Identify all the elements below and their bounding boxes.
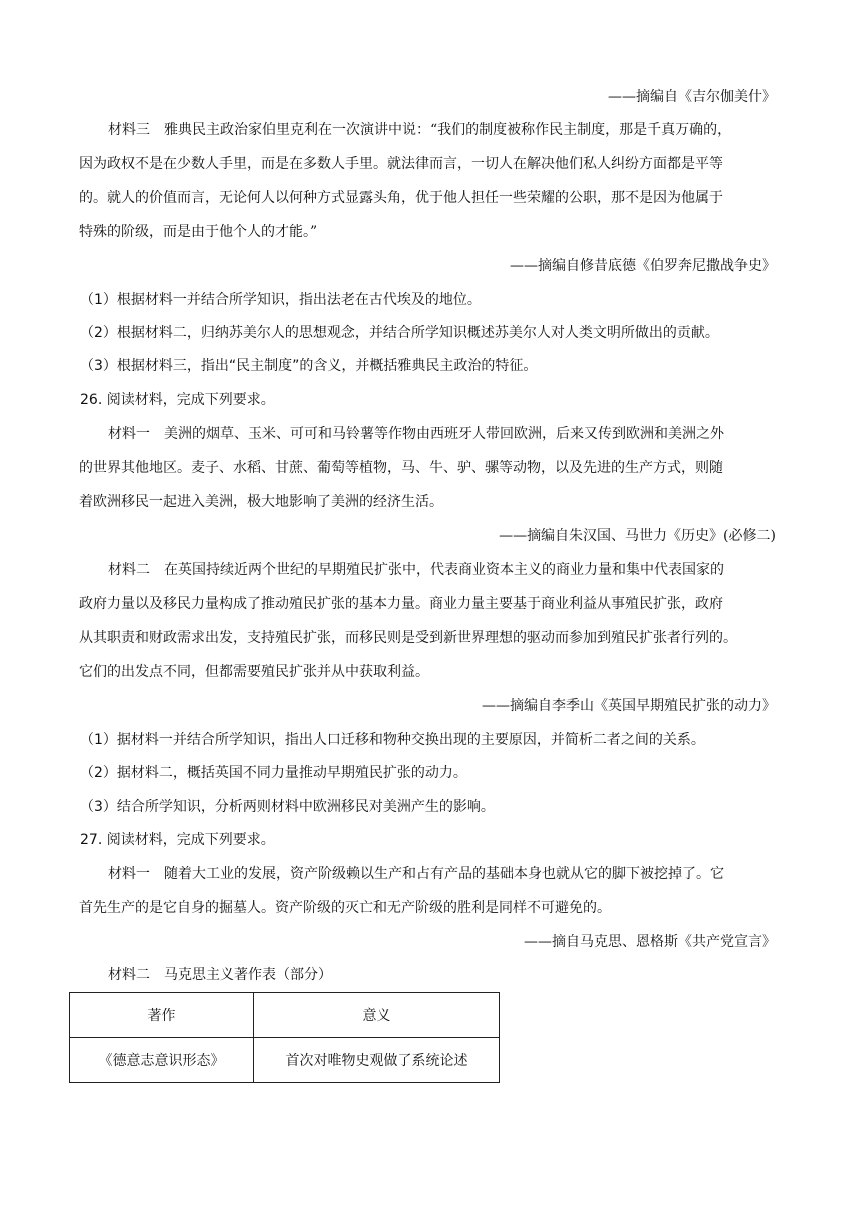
- material-2-text: 它们的出发点不同，但都需要殖民扩张并从中获取利益。: [79, 664, 429, 680]
- table-header-row: [70, 993, 500, 1038]
- question-title: 26. 阅读材料，完成下列要求。: [80, 392, 275, 408]
- material-1-text: 的世界其他地区。麦子、水稻、甘蔗、葡萄等植物，马、牛、驴、骡等动物，以及先进的生产方式，则随: [79, 460, 723, 476]
- question-item: （2）根据材料二，归纳苏美尔人的思想观念，并结合所学知识概述苏美尔人对人类文明所做出的贡献。: [80, 325, 719, 341]
- table-cell: 首次对唯物史观做了系统论述: [254, 1038, 500, 1083]
- works-table: [69, 992, 500, 1083]
- material-2-text: 材料二 在英国持续近两个世纪的早期殖民扩张中，代表商业资本主义的商业力量和集中代表国家的: [108, 562, 724, 578]
- question-title: 27. 阅读材料，完成下列要求。: [80, 832, 275, 848]
- table-row: [70, 1038, 500, 1083]
- source-line: ——摘编自李季山《英国早期殖民扩张的动力》: [482, 698, 776, 714]
- question-item: （3）根据材料三，指出“民主制度”的含义，并概括雅典民主政治的特征。: [80, 358, 538, 374]
- material-1-text: 材料一 美洲的烟草、玉米、可可和马铃薯等作物由西班牙人带回欧洲，后来又传到欧洲和美洲之外: [108, 426, 724, 442]
- material-3-text: 材料三 雅典民主政治家伯里克利在一次演讲中说：“我们的制度被称作民主制度，那是千真万确的，: [108, 122, 732, 138]
- question-item: （2）据材料二，概括英国不同力量推动早期殖民扩张的动力。: [80, 765, 467, 781]
- source-line: ——摘自马克思、恩格斯《共产党宣言》: [524, 934, 776, 950]
- question-item: （3）结合所学知识，分析两则材料中欧洲移民对美洲产生的影响。: [80, 799, 495, 815]
- table-header-cell: 著作: [70, 993, 254, 1038]
- material-2-text: 政府力量以及移民力量构成了推动殖民扩张的基本力量。商业力量主要基于商业利益从事殖民扩张，政府: [79, 596, 723, 612]
- table-cell: 《德意志意识形态》: [70, 1038, 254, 1083]
- question-item: （1）根据材料一并结合所学知识，指出法老在古代埃及的地位。: [80, 292, 481, 308]
- material-2-text: 从其职责和财政需求出发，支持殖民扩张，而移民则是受到新世界理想的驱动而参加到殖民扩张者行列的。: [79, 630, 737, 646]
- material-3-text: 因为政权不是在少数人手里，而是在多数人手里。就法律而言，一切人在解决他们私人纠纷方面都是平等: [79, 156, 723, 172]
- question-item: （1）据材料一并结合所学知识，指出人口迁移和物种交换出现的主要原因，并简析二者之间的关系。: [80, 732, 705, 748]
- material-1-text: 首先生产的是它自身的掘墓人。资产阶级的灭亡和无产阶级的胜利是同样不可避免的。: [79, 900, 611, 916]
- source-line: ——摘编自《吉尔伽美什》: [608, 89, 776, 105]
- material-1-text: 材料一 随着大工业的发展，资产阶级赖以生产和占有产品的基础本身也就从它的脚下被挖掉了。它: [108, 866, 724, 882]
- table-caption: 材料二 马克思主义著作表（部分）: [108, 967, 332, 983]
- material-3-text: 特殊的阶级，而是由于他个人的才能。”: [79, 224, 318, 240]
- source-line: ——摘编自修昔底德《伯罗奔尼撒战争史》: [510, 258, 776, 274]
- source-line: ——摘编自朱汉国、马世力《历史》(必修二): [499, 528, 776, 544]
- table-header-cell: 意义: [254, 993, 500, 1038]
- material-1-text: 着欧洲移民一起进入美洲，极大地影响了美洲的经济生活。: [79, 494, 443, 510]
- material-3-text: 的。就人的价值而言，无论何人以何种方式显露头角，优于他人担任一些荣耀的公职，那不是因为他属于: [79, 190, 723, 206]
